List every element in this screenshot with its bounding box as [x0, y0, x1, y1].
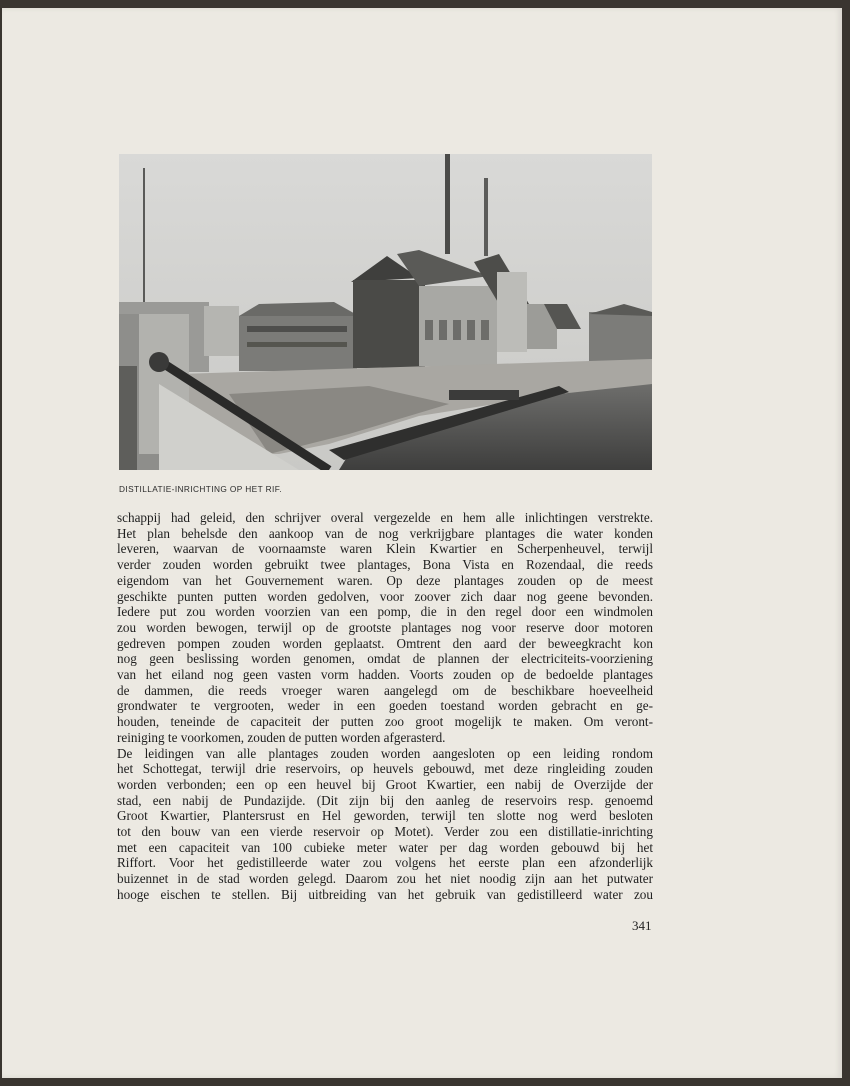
text-line: verder zouden worden gebruikt twee plantages, Bona Vista en Rozendaal, die reeds	[117, 557, 653, 573]
photo-illustration	[119, 154, 652, 470]
photograph-distillation-plant	[119, 154, 652, 470]
text-line: grondwater te vergrooten, weder in een goeden toestand worden gebracht en ge-	[117, 698, 653, 714]
text-line: het Schottegat, terwijl drie reservoirs, op heuvels gebouwd, met deze ringleiding zouden	[117, 761, 653, 777]
page-number: 341	[632, 918, 652, 933]
text-line: Riffort. Voor het gedistilleerde water zou volgens het eerste plan een afzonderlijk	[117, 855, 653, 871]
text-line: leveren, waarvan de voornaamste waren Klein Kwartier en Scherpenheuvel, terwijl	[117, 541, 653, 557]
text-line: de dammen, die reeds vroeger waren aangelegd om de beschikbare hoeveelheid	[117, 682, 653, 698]
text-line: van het eiland nog geen vasten vorm hadden. Voorts zouden op de bedoelde plantages	[117, 667, 653, 683]
text-line: schappij had geleid, den schrijver overal vergezelde en hem alle inlichtingen verstrekte.	[117, 510, 653, 525]
paragraph	[117, 510, 653, 746]
book-page	[2, 8, 842, 1078]
text-line: Groot Kwartier, Plantersrust en Hel geworden, terwijl ten slotte nog werd besloten	[117, 808, 653, 824]
text-line: worden verbonden; een op een heuvel bij Groot Kwartier, een nabij de Overzijde der	[117, 776, 653, 792]
text-line: gedreven pompen zouden worden geplaatst. Omtrent den aard der beweegkracht kon	[117, 635, 653, 651]
text-line: hooge eischen te stellen. Bij uitbreiding van het gebruik van gedistilleerd water zou	[117, 886, 653, 902]
text-line: Iedere put zou worden voorzien van een pomp, die in den regel door een windmolen	[117, 604, 653, 620]
text-line: reiniging te voorkomen, zouden de putten worden afgerasterd.	[117, 729, 446, 745]
text-line: eigendom van het Gouvernement waren. Op deze plantages zouden op de meest	[117, 572, 653, 588]
text-line: zou worden bewogen, terwijl op de grootste plantages nog voor reserve door motoren	[117, 619, 653, 635]
paragraph	[117, 746, 653, 903]
text-line: tot den bouw van een vierde reservoir op Motet). Verder zou een distillatie-inrichting	[117, 824, 653, 840]
text-line: Het plan behelsde den aankoop van de nog verkrijgbare plantages die water konden	[117, 525, 653, 541]
text-line: De leidingen van alle plantages zouden worden aangesloten op een leiding rondom	[117, 745, 653, 761]
text-line: geschikte punten putten worden gedolven, voor zoover zich daar nog geene bevonden.	[117, 588, 653, 604]
text-line: houden, teneinde de capaciteit der putten zoo groot mogelijk te maken. Om veront-	[117, 714, 653, 730]
text-line: nog geen beslissing worden genomen, omdat de plannen der electriciteits-voorziening	[117, 651, 653, 667]
text-line: stad, een nabij de Pundazijde. (Dit zijn bij den aanleg de reservoirs resp. genoemd	[117, 792, 653, 808]
photo-caption: DISTILLATIE-INRICHTING OP HET RIF.	[119, 484, 282, 494]
text-line: met een capaciteit van 100 cubieke meter water per dag worden gebouwd bij het	[117, 839, 653, 855]
body-text	[117, 510, 653, 903]
text-line: buizennet in de stad worden gelegd. Daarom zou het niet noodig zijn aan het putwater	[117, 871, 653, 887]
